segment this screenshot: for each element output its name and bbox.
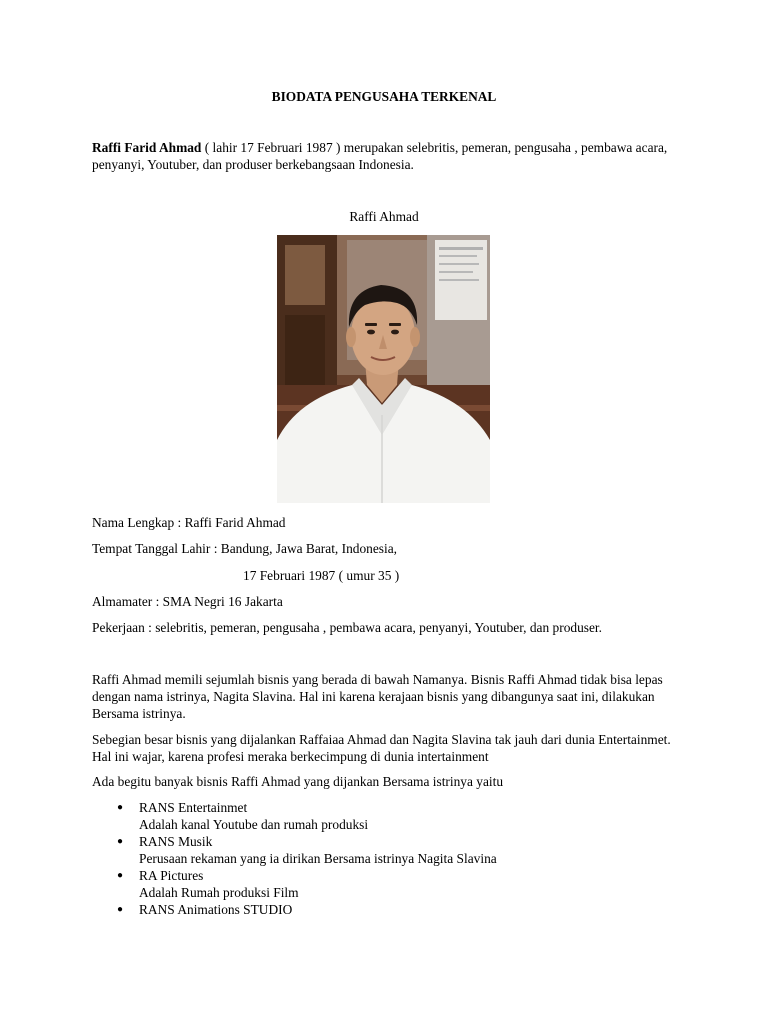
list-item-title: RANS Entertainmet xyxy=(139,800,248,815)
business-paragraph-1: Raffi Ahmad memili sejumlah bisnis yang berada di bawah Namanya. Bisnis Raffi Ahmad tidak bisa lepas dengan nama istrinya, Nagita Slavina. Hal ini karena kerajaan bisnis yang dibangunya saat ini, dilakukan Bersama istrinya. xyxy=(92,672,663,721)
detail-ttl-continued: 17 Februari 1987 ( umur 35 ) xyxy=(243,568,400,583)
document-title: BIODATA PENGUSAHA TERKENAL xyxy=(271,89,497,104)
list-item-description: Adalah kanal Youtube dan rumah produksi xyxy=(139,817,369,832)
list-item-title: RANS Musik xyxy=(139,834,213,849)
bullet-icon: ● xyxy=(117,870,124,881)
detail-nama: Nama Lengkap : Raffi Farid Ahmad xyxy=(92,515,286,530)
bullet-icon: ● xyxy=(117,802,124,813)
portrait-photo xyxy=(277,235,490,503)
intro-paragraph xyxy=(92,139,682,173)
bullet-icon: ● xyxy=(117,836,124,847)
list-item xyxy=(92,901,682,918)
business-paragraph-2: Sebegian besar bisnis yang dijalankan Raffaiaa Ahmad dan Nagita Slavina tak jauh dari dunia Entertainmet. Hal ini wajar, karena profesi meraka berkecimpung di dunia intertainment xyxy=(92,732,671,764)
intro-text: ( lahir 17 Februari 1987 ) merupakan selebritis, pemeran, pengusaha , pembawa acara, penyanyi, Youtuber, dan produser berkebangsaan Indonesia. xyxy=(92,140,668,172)
detail-almamater: Almamater : SMA Negri 16 Jakarta xyxy=(92,594,283,609)
list-item-description: Adalah Rumah produksi Film xyxy=(139,885,299,900)
list-item xyxy=(92,833,682,867)
business-list xyxy=(92,799,682,918)
list-item xyxy=(92,799,682,833)
list-item-title: RANS Animations STUDIO xyxy=(139,902,293,917)
list-item-title: RA Pictures xyxy=(139,868,204,883)
intro-name: Raffi Farid Ahmad xyxy=(92,140,202,155)
list-item xyxy=(92,867,682,901)
photo-caption: Raffi Ahmad xyxy=(349,209,419,224)
business-paragraph-3: Ada begitu banyak bisnis Raffi Ahmad yang dijankan Bersama istrinya yaitu xyxy=(92,774,504,789)
list-item-description: Perusaan rekaman yang ia dirikan Bersama istrinya Nagita Slavina xyxy=(139,851,497,866)
detail-pekerjaan: Pekerjaan : selebritis, pemeran, pengusaha , pembawa acara, penyanyi, Youtuber, dan produser. xyxy=(92,620,602,635)
bullet-icon: ● xyxy=(117,904,124,915)
detail-ttl: Tempat Tanggal Lahir : Bandung, Jawa Barat, Indonesia, xyxy=(92,541,398,556)
